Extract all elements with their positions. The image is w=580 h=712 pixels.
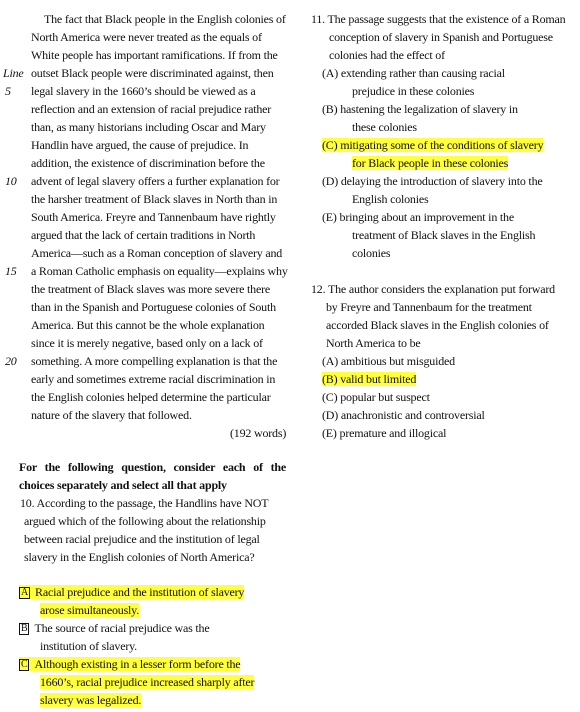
question-stem: North America to be	[326, 336, 421, 350]
passage-line: than in the Spanish and Portuguese colonies of South	[31, 300, 276, 314]
option-label: (D)	[322, 408, 339, 422]
question-stem: colonies had the effect of	[329, 48, 445, 62]
line-number: 20	[5, 354, 17, 368]
option-label: (E)	[322, 210, 337, 224]
question-stem: 12. The author considers the explanation put forward	[311, 282, 555, 296]
passage-line: the English colonies helped determine the particular	[31, 390, 271, 404]
option-text: treatment of Black slaves in the English	[352, 228, 536, 242]
option-text: valid but limited	[340, 372, 417, 386]
option-text: institution of slavery.	[40, 639, 137, 653]
option-label: (B)	[322, 102, 338, 116]
checkbox-a[interactable]: A	[21, 587, 29, 598]
option-text: delaying the introduction of slavery into the	[340, 174, 543, 188]
option-text: prejudice in these colonies	[352, 84, 475, 98]
question-stem: 10. According to the passage, the Handlins have NOT	[20, 496, 269, 510]
passage-line: since it is merely negative, based only on a lack of	[31, 336, 263, 350]
passage-line: reflection and an extension of racial prejudice rather	[31, 102, 272, 116]
question-stem: 11. The passage suggests that the existence of a Roman	[311, 12, 566, 26]
passage-line: The fact that Black people in the English colonies of	[44, 12, 286, 26]
option-text: extending rather than causing racial	[340, 66, 505, 80]
option-text: Although existing in a lesser form before the	[34, 657, 241, 671]
passage-line: North America were never treated as the equals of	[31, 30, 262, 44]
option-text: English colonies	[352, 192, 429, 206]
instruction-line: choices separately and select all that apply	[19, 478, 227, 492]
passage-line: legal slavery in the 1660’s should be viewed as a	[31, 84, 256, 98]
option-text: mitigating some of the conditions of slavery	[340, 138, 544, 152]
option-text: 1660’s, racial prejudice increased sharply after	[40, 675, 255, 689]
option-label: (E)	[322, 426, 337, 440]
option-text: arose simultaneously.	[40, 603, 140, 617]
option-text: hastening the legalization of slavery in	[340, 102, 518, 116]
option-text: bringing about an improvement in the	[339, 210, 514, 224]
passage-line: argued that the lack of certain traditions in North	[31, 228, 256, 242]
option-text: Racial prejudice and the institution of slavery	[35, 585, 245, 599]
option-label: (C)	[322, 390, 338, 404]
question-stem: by Freyre and Tannenbaum for the treatment	[326, 300, 532, 314]
word-count: (192 words)	[230, 426, 287, 440]
passage-line: America. But this cannot be the whole explanation	[31, 318, 265, 332]
option-label: (A)	[322, 66, 339, 80]
option-text: premature and illogical	[339, 426, 447, 440]
passage-line: early and sometimes extreme racial discrimination in	[31, 372, 276, 386]
option-label: (B)	[322, 372, 338, 386]
passage-line: Handlin have argued, the cause of prejudice. In	[31, 138, 249, 152]
instruction-line: For the following question, consider each of the	[19, 460, 286, 474]
passage-line: advent of legal slavery offers a further explanation for	[31, 174, 280, 188]
passage-line: South America. Freyre and Tannenbaum have rightly	[31, 210, 276, 224]
answer-option-b[interactable]	[322, 372, 416, 386]
passage-line: addition, the existence of discrimination before the	[31, 156, 265, 170]
question-stem: conception of slavery in Spanish and Portuguese	[329, 30, 553, 44]
answer-option-a[interactable]	[322, 354, 455, 368]
passage-line: something. A more compelling explanation is that the	[31, 354, 278, 368]
option-text: these colonies	[352, 120, 417, 134]
passage-line: the harsher treatment of Black slaves in North than in	[31, 192, 278, 206]
option-text: slavery was legalized.	[40, 693, 142, 707]
line-number: 10	[5, 174, 17, 188]
checkbox-c[interactable]: C	[21, 659, 28, 670]
answer-option-e[interactable]	[322, 426, 446, 440]
answer-option-c[interactable]	[322, 390, 430, 404]
passage-line: outset Black people were discriminated against, then	[31, 66, 274, 80]
question-stem: accorded Black slaves in the English colonies of	[326, 318, 549, 332]
passage-line: America—such as a Roman conception of slavery and	[31, 246, 283, 260]
checkbox-b[interactable]: B	[21, 623, 28, 634]
option-text: popular but suspect	[340, 390, 430, 404]
option-label: (D)	[322, 174, 339, 188]
passage-line: than, as many historians including Oscar and Mary	[31, 120, 266, 134]
option-text: for Black people in these colonies	[352, 156, 509, 170]
passage-line: nature of the slavery that followed.	[31, 408, 192, 422]
question-stem: between racial prejudice and the institution of legal	[24, 532, 260, 546]
option-text: The source of racial prejudice was the	[34, 621, 210, 635]
option-text: ambitious but misguided	[340, 354, 455, 368]
passage-line: White people has important ramifications. If from the	[31, 48, 278, 62]
option-text: colonies	[352, 246, 391, 260]
line-number: 5	[5, 84, 11, 98]
line-number: 15	[5, 264, 17, 278]
passage-line: a Roman Catholic emphasis on equality—explains why	[31, 264, 288, 278]
question-stem: argued which of the following about the relationship	[24, 514, 266, 528]
question-stem: slavery in the English colonies of North America?	[24, 550, 255, 564]
answer-option-d[interactable]	[322, 408, 485, 422]
option-label: (A)	[322, 354, 339, 368]
option-label: (C)	[322, 138, 338, 152]
line-number: Line	[3, 66, 24, 80]
passage-line: the treatment of Black slaves was more severe there	[31, 282, 271, 296]
option-text: anachronistic and controversial	[340, 408, 485, 422]
